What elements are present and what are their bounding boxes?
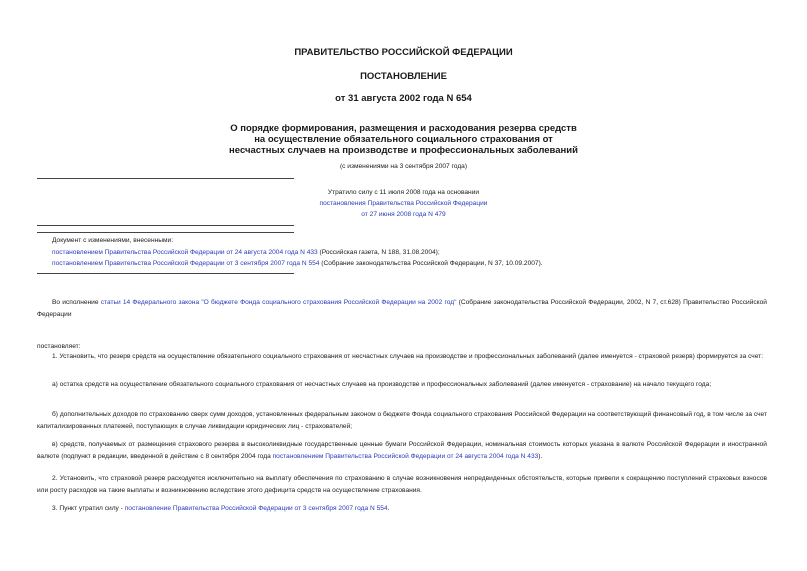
document-title-line-1: О порядке формирования, размещения и расходования резерва средств bbox=[230, 123, 577, 134]
clause-3-text: 3. Пункт утратил силу - bbox=[52, 505, 125, 512]
clause-1-paragraph: 1. Установить, что резерв средств на осуществление обязательного социального страхования от несчастных случаев на производстве и профессиональных заболеваний (далее именуется - страховой резерв) формируется за счет: bbox=[52, 353, 764, 360]
law-link[interactable]: статьи 14 Федерального закона "О бюджете Фонда социального страхования Российской Федерации на 2002 год" bbox=[100, 299, 457, 306]
document-title-line-3: несчастных случаев на производстве и профессиональных заболеваний bbox=[229, 145, 578, 156]
doc-change-link[interactable]: постановлением Правительства Российской Федерации от 24 августа 2004 года N 433 bbox=[52, 249, 318, 256]
preamble-text-end: (Собрание законодательства Российской Федерации, 2002, N 7, ст.628) Правительство Российской Федерации bbox=[37, 299, 767, 318]
clause-1c-text: в) средств, получаемых от размещения страхового резерва в высоколиквидные государственные ценные бумаги Российской Федерации, номинальная стоимость которых указана в валюте Российской Федерации и иностранной валюте (подпункт в редакции, введенной в действие с 8 сентября 2004 года bbox=[37, 441, 767, 460]
lost-force-link-date[interactable]: от 27 июня 2008 года N 479 bbox=[361, 211, 446, 218]
preamble-paragraph bbox=[37, 297, 767, 321]
clause-1c-text-end: ). bbox=[538, 453, 543, 460]
clause-3-paragraph bbox=[37, 503, 767, 515]
document-title-line-2: на осуществление обязательного социального страхования от bbox=[254, 134, 553, 145]
clause-3-text-end: . bbox=[387, 505, 390, 512]
government-heading: ПРАВИТЕЛЬСТВО РОССИЙСКОЙ ФЕДЕРАЦИИ bbox=[294, 47, 513, 58]
preamble-text: Во исполнение bbox=[52, 299, 101, 306]
clause-1c-link[interactable]: постановлением Правительства Российской Федерации от 24 августа 2004 года N 433 bbox=[272, 453, 539, 460]
changes-note: (с изменениями на 3 сентября 2007 года) bbox=[339, 163, 468, 170]
resolves-paragraph: постановляет: bbox=[37, 343, 81, 350]
document-date: от 31 августа 2002 года N 654 bbox=[335, 93, 472, 104]
clause-2-paragraph: 2. Установить, что страховой резерв расходуется исключительно на выплату обеспечения по страхованию в случае возникновения непредвиденных обстоятельств, которые привели к сокращению поступлений страховых взносов или росту расходов на такие выплаты и возникновению вследствие этого дефицита средств на осуществление страхования. bbox=[37, 475, 767, 494]
clause-1b-paragraph: б) дополнительных доходов по страхованию сверх сумм доходов, установленных федеральным законом о бюджете Фонда социального страхования Российской Федерации на соответствующий финансовый год, в том числе за счет капитализированных платежей, поступающих в случае ликвидации юридических лиц - страхователей; bbox=[37, 411, 767, 430]
clause-1c-paragraph bbox=[37, 439, 767, 463]
divider bbox=[37, 225, 294, 226]
doc-changes-intro: Документ с изменениями, внесенными: bbox=[52, 237, 174, 244]
doc-change-link[interactable]: постановлением Правительства Российской Федерации от 3 сентября 2007 года N 554 bbox=[52, 260, 320, 267]
doc-change-source: (Собрание законодательства Российской Федерации, N 37, 10.09.2007). bbox=[319, 260, 543, 267]
clause-3-link[interactable]: постановление Правительства Российской Федерации от 3 сентября 2007 года N 554 bbox=[124, 505, 388, 512]
lost-force-link[interactable]: постановления Правительства Российской Федерации bbox=[319, 200, 488, 207]
divider bbox=[37, 232, 294, 233]
divider bbox=[37, 178, 294, 179]
divider bbox=[37, 273, 294, 274]
doc-change-source: (Российская газета, N 188, 31.08.2004); bbox=[317, 249, 440, 256]
clause-1a-paragraph: а) остатка средств на осуществление обязательного социального страхования от несчастных случаев на производстве и профессиональных заболеваний (далее именуется - страхование) на начало текущего года; bbox=[52, 381, 712, 388]
document-type-heading: ПОСТАНОВЛЕНИЕ bbox=[360, 71, 447, 82]
lost-force-note: Утратило силу с 11 июля 2008 года на основании bbox=[327, 189, 480, 196]
doc-change-item bbox=[52, 260, 543, 267]
doc-change-item bbox=[52, 249, 440, 256]
